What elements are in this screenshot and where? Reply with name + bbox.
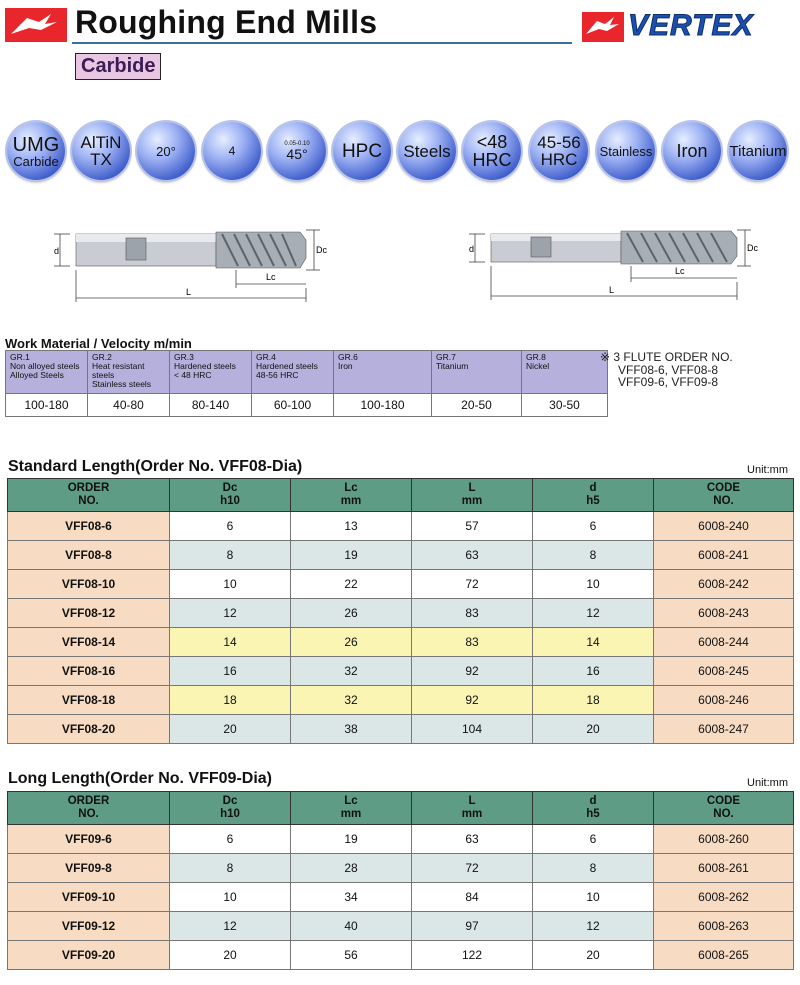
l-cell: 84 bbox=[412, 883, 533, 912]
order-number-cell: VFF08-16 bbox=[8, 657, 170, 686]
column-header-line: L bbox=[468, 482, 476, 495]
badge-text: Iron bbox=[676, 141, 708, 161]
note-line: VFF09-6, VFF09-8 bbox=[618, 375, 719, 390]
dc-cell: 20 bbox=[170, 941, 291, 970]
standard-length-title: Standard Length(Order No. VFF08-Dia) bbox=[8, 458, 303, 475]
standard-length-table bbox=[7, 478, 794, 744]
lc-cell: 26 bbox=[291, 628, 412, 657]
code-number-cell: 6008-241 bbox=[654, 541, 794, 570]
d-cell: 10 bbox=[533, 883, 654, 912]
code-number-cell: 6008-244 bbox=[654, 628, 794, 657]
column-header-line: L bbox=[468, 795, 476, 808]
l-cell: 92 bbox=[412, 657, 533, 686]
column-header-line: h5 bbox=[586, 808, 600, 820]
l-cell: 83 bbox=[412, 599, 533, 628]
code-number-cell: 6008-263 bbox=[654, 912, 794, 941]
steels-badge bbox=[398, 122, 456, 180]
dc-cell: 8 bbox=[170, 541, 291, 570]
column-header-line: Lc bbox=[344, 482, 358, 495]
material-desc: 48-56 HRC bbox=[256, 369, 299, 380]
material-desc: Nickel bbox=[526, 360, 550, 371]
column-header-line: Lc bbox=[344, 795, 358, 808]
table-row bbox=[8, 825, 794, 854]
brand-name: VERTEX bbox=[628, 9, 754, 42]
table-header-row bbox=[8, 792, 794, 825]
badge-text: HRC bbox=[472, 150, 512, 170]
hrc-45-56-badge bbox=[530, 122, 588, 180]
column-header bbox=[412, 479, 533, 512]
iron-badge bbox=[663, 122, 721, 180]
l-cell: 57 bbox=[412, 512, 533, 541]
velocity-cell: 40-80 bbox=[88, 394, 170, 417]
d-cell: 20 bbox=[533, 715, 654, 744]
column-header-line: ORDER bbox=[67, 795, 110, 808]
order-number-cell: VFF09-6 bbox=[8, 825, 170, 854]
material-group-cell bbox=[252, 351, 334, 394]
order-number-cell: VFF08-14 bbox=[8, 628, 170, 657]
order-number-cell: VFF09-10 bbox=[8, 883, 170, 912]
shank-diameter-label: d bbox=[54, 246, 60, 256]
column-header-line: NO. bbox=[713, 808, 734, 820]
titanium-badge bbox=[729, 122, 787, 180]
material-group-code: GR.6 bbox=[338, 352, 358, 362]
lc-cell: 38 bbox=[291, 715, 412, 744]
badge-text: Titanium bbox=[729, 142, 787, 160]
d-cell: 8 bbox=[533, 854, 654, 883]
brand-logo bbox=[582, 9, 792, 42]
column-header-line: d bbox=[589, 482, 597, 495]
work-material-title: Work Material / Velocity m/min bbox=[5, 336, 192, 351]
overall-length-label: L bbox=[186, 287, 192, 297]
l-cell: 63 bbox=[412, 825, 533, 854]
page-title: Roughing End Mills bbox=[75, 4, 378, 40]
column-header bbox=[412, 792, 533, 825]
badge-text: 0.05-0.10 bbox=[284, 141, 310, 147]
lc-cell: 40 bbox=[291, 912, 412, 941]
material-desc: Non alloyed steels bbox=[10, 360, 80, 371]
order-number-cell: VFF08-12 bbox=[8, 599, 170, 628]
badge-text: UMG bbox=[12, 133, 60, 156]
lc-cell: 32 bbox=[291, 686, 412, 715]
lc-cell: 13 bbox=[291, 512, 412, 541]
brand-eagle-icon bbox=[582, 12, 624, 42]
code-number-cell: 6008-242 bbox=[654, 570, 794, 599]
material-desc: Alloyed Steels bbox=[10, 369, 64, 380]
table-row bbox=[8, 941, 794, 970]
column-header bbox=[533, 479, 654, 512]
dc-cell: 6 bbox=[170, 512, 291, 541]
code-number-cell: 6008-262 bbox=[654, 883, 794, 912]
material-desc: Hardened steels bbox=[174, 360, 236, 371]
dc-cell: 6 bbox=[170, 825, 291, 854]
column-header-line: NO. bbox=[78, 808, 99, 820]
lc-cell: 28 bbox=[291, 854, 412, 883]
column-header-line: h10 bbox=[220, 808, 240, 820]
material-group-cell bbox=[170, 351, 252, 394]
cutting-length-label: Lc bbox=[675, 266, 685, 276]
code-number-cell: 6008-243 bbox=[654, 599, 794, 628]
l-cell: 104 bbox=[412, 715, 533, 744]
three-flute-note bbox=[600, 351, 733, 389]
standard-unit-label: Unit:mm bbox=[747, 464, 788, 476]
lc-cell: 56 bbox=[291, 941, 412, 970]
long-unit-label: Unit:mm bbox=[747, 777, 788, 789]
material-group-code: GR.7 bbox=[436, 352, 456, 362]
badge-text: HPC bbox=[341, 140, 383, 162]
order-number-cell: VFF08-10 bbox=[8, 570, 170, 599]
order-number-cell: VFF09-20 bbox=[8, 941, 170, 970]
velocity-cell: 30-50 bbox=[522, 394, 608, 417]
shank-diameter-label: d bbox=[469, 244, 475, 254]
l-cell: 72 bbox=[412, 570, 533, 599]
code-number-cell: 6008-246 bbox=[654, 686, 794, 715]
code-number-cell: 6008-240 bbox=[654, 512, 794, 541]
material-group-cell bbox=[88, 351, 170, 394]
d-cell: 20 bbox=[533, 941, 654, 970]
table-row bbox=[8, 657, 794, 686]
lc-cell: 19 bbox=[291, 541, 412, 570]
flutes-badge bbox=[203, 122, 261, 180]
l-cell: 92 bbox=[412, 686, 533, 715]
column-header-line: mm bbox=[461, 808, 483, 820]
badge-text: HRC bbox=[540, 150, 578, 169]
cutting-length-label: Lc bbox=[266, 272, 276, 282]
column-header bbox=[291, 479, 412, 512]
dc-cell: 14 bbox=[170, 628, 291, 657]
material-subtitle: Carbide bbox=[75, 53, 161, 80]
column-header-line: mm bbox=[340, 808, 362, 820]
order-number-cell: VFF09-12 bbox=[8, 912, 170, 941]
column-header-line: h10 bbox=[220, 495, 240, 507]
material-desc: Stainless steels bbox=[92, 378, 152, 389]
badge-text: 45° bbox=[286, 146, 308, 162]
order-number-cell: VFF09-8 bbox=[8, 854, 170, 883]
column-header bbox=[170, 479, 291, 512]
code-number-cell: 6008-245 bbox=[654, 657, 794, 686]
umg-carbide-badge bbox=[7, 122, 65, 180]
code-number-cell: 6008-265 bbox=[654, 941, 794, 970]
column-header bbox=[291, 792, 412, 825]
column-header-line: h5 bbox=[586, 495, 600, 507]
lc-cell: 32 bbox=[291, 657, 412, 686]
long-length-table bbox=[7, 791, 794, 970]
order-number-cell: VFF08-18 bbox=[8, 686, 170, 715]
helix-angle-badge bbox=[137, 122, 195, 180]
table-row bbox=[8, 912, 794, 941]
column-header-line: mm bbox=[461, 495, 483, 507]
overall-length-label: L bbox=[609, 285, 615, 295]
l-cell: 72 bbox=[412, 854, 533, 883]
altin-tx-badge bbox=[72, 122, 130, 180]
order-number-cell: VFF08-6 bbox=[8, 512, 170, 541]
material-desc: < 48 HRC bbox=[174, 369, 212, 380]
cutting-diameter-label: Dc bbox=[316, 245, 327, 255]
d-cell: 6 bbox=[533, 512, 654, 541]
material-group-cell bbox=[334, 351, 432, 394]
column-header-line: mm bbox=[340, 495, 362, 507]
badge-text: Carbide bbox=[13, 153, 59, 169]
column-header bbox=[654, 792, 794, 825]
table-row bbox=[8, 883, 794, 912]
table-row bbox=[8, 599, 794, 628]
badge-text: 20° bbox=[156, 143, 176, 159]
badge-text: Steels bbox=[403, 141, 451, 161]
column-header-line: Dc bbox=[222, 482, 238, 495]
dc-cell: 18 bbox=[170, 686, 291, 715]
table-row bbox=[8, 541, 794, 570]
table-row bbox=[8, 570, 794, 599]
badge-text: <48 bbox=[476, 132, 508, 152]
work-material-table bbox=[5, 350, 608, 417]
l-cell: 63 bbox=[412, 541, 533, 570]
l-cell: 83 bbox=[412, 628, 533, 657]
velocity-cell: 80-140 bbox=[170, 394, 252, 417]
material-group-cell bbox=[6, 351, 88, 394]
dc-cell: 20 bbox=[170, 715, 291, 744]
lc-cell: 22 bbox=[291, 570, 412, 599]
column-header-line: NO. bbox=[713, 495, 734, 507]
dc-cell: 16 bbox=[170, 657, 291, 686]
l-cell: 122 bbox=[412, 941, 533, 970]
badge-text: AlTiN bbox=[80, 133, 122, 152]
d-cell: 14 bbox=[533, 628, 654, 657]
title-underline bbox=[72, 42, 572, 44]
table-row bbox=[8, 854, 794, 883]
long-tool-diagram bbox=[465, 222, 765, 304]
d-cell: 18 bbox=[533, 686, 654, 715]
badge-text: Stainless bbox=[599, 143, 653, 159]
column-header bbox=[8, 792, 170, 825]
hrc-48-badge bbox=[463, 122, 521, 180]
table-row bbox=[8, 715, 794, 744]
order-number-cell: VFF08-20 bbox=[8, 715, 170, 744]
d-cell: 16 bbox=[533, 657, 654, 686]
hpc-badge bbox=[333, 122, 391, 180]
note-line: VFF08-6, VFF08-8 bbox=[618, 362, 719, 377]
velocity-cell: 60-100 bbox=[252, 394, 334, 417]
column-header bbox=[654, 479, 794, 512]
material-desc: Iron bbox=[338, 360, 353, 371]
long-length-title: Long Length(Order No. VFF09-Dia) bbox=[8, 770, 272, 787]
dc-cell: 10 bbox=[170, 570, 291, 599]
column-header-line: ORDER bbox=[67, 482, 110, 495]
table-header-row bbox=[8, 479, 794, 512]
column-header bbox=[170, 792, 291, 825]
velocity-cell: 100-180 bbox=[334, 394, 432, 417]
velocity-cell: 100-180 bbox=[6, 394, 88, 417]
l-cell: 97 bbox=[412, 912, 533, 941]
material-group-cell bbox=[432, 351, 522, 394]
table-row bbox=[8, 512, 794, 541]
column-header-line: d bbox=[589, 795, 597, 808]
stainless-badge bbox=[597, 122, 655, 180]
d-cell: 12 bbox=[533, 912, 654, 941]
dc-cell: 12 bbox=[170, 599, 291, 628]
material-desc: Hardened steels bbox=[256, 360, 318, 371]
d-cell: 12 bbox=[533, 599, 654, 628]
velocity-cell: 20-50 bbox=[432, 394, 522, 417]
column-header-line: CODE bbox=[706, 795, 741, 808]
d-cell: 8 bbox=[533, 541, 654, 570]
column-header-line: CODE bbox=[706, 482, 741, 495]
d-cell: 6 bbox=[533, 825, 654, 854]
lc-cell: 19 bbox=[291, 825, 412, 854]
table-row bbox=[8, 686, 794, 715]
material-group-cell bbox=[522, 351, 608, 394]
d-cell: 10 bbox=[533, 570, 654, 599]
cutting-diameter-label: Dc bbox=[747, 243, 758, 253]
dc-cell: 10 bbox=[170, 883, 291, 912]
material-group-code: GR.4 bbox=[256, 352, 276, 362]
column-header-line: Dc bbox=[222, 795, 238, 808]
badge-text: 45-56 bbox=[537, 133, 581, 152]
code-number-cell: 6008-247 bbox=[654, 715, 794, 744]
dc-cell: 8 bbox=[170, 854, 291, 883]
material-group-code: GR.2 bbox=[92, 352, 112, 362]
material-group-code: GR.8 bbox=[526, 352, 546, 362]
corner-chamfer-badge bbox=[268, 122, 326, 180]
dc-cell: 12 bbox=[170, 912, 291, 941]
badge-text: TX bbox=[90, 150, 112, 169]
standard-tool-diagram bbox=[50, 222, 340, 304]
material-desc: steels bbox=[92, 369, 115, 380]
column-header bbox=[8, 479, 170, 512]
material-desc: Titanium bbox=[436, 360, 469, 371]
note-heading: ※ 3 FLUTE ORDER NO. bbox=[600, 350, 733, 364]
column-header-line: NO. bbox=[78, 495, 99, 507]
eagle-logo-icon bbox=[5, 8, 67, 42]
material-group-code: GR.3 bbox=[174, 352, 194, 362]
material-group-code: GR.1 bbox=[10, 352, 30, 362]
badge-text: 4 bbox=[228, 144, 236, 158]
code-number-cell: 6008-261 bbox=[654, 854, 794, 883]
column-header bbox=[533, 792, 654, 825]
lc-cell: 34 bbox=[291, 883, 412, 912]
table-row bbox=[8, 628, 794, 657]
order-number-cell: VFF08-8 bbox=[8, 541, 170, 570]
code-number-cell: 6008-260 bbox=[654, 825, 794, 854]
material-desc: Heat resistant bbox=[92, 360, 145, 371]
lc-cell: 26 bbox=[291, 599, 412, 628]
